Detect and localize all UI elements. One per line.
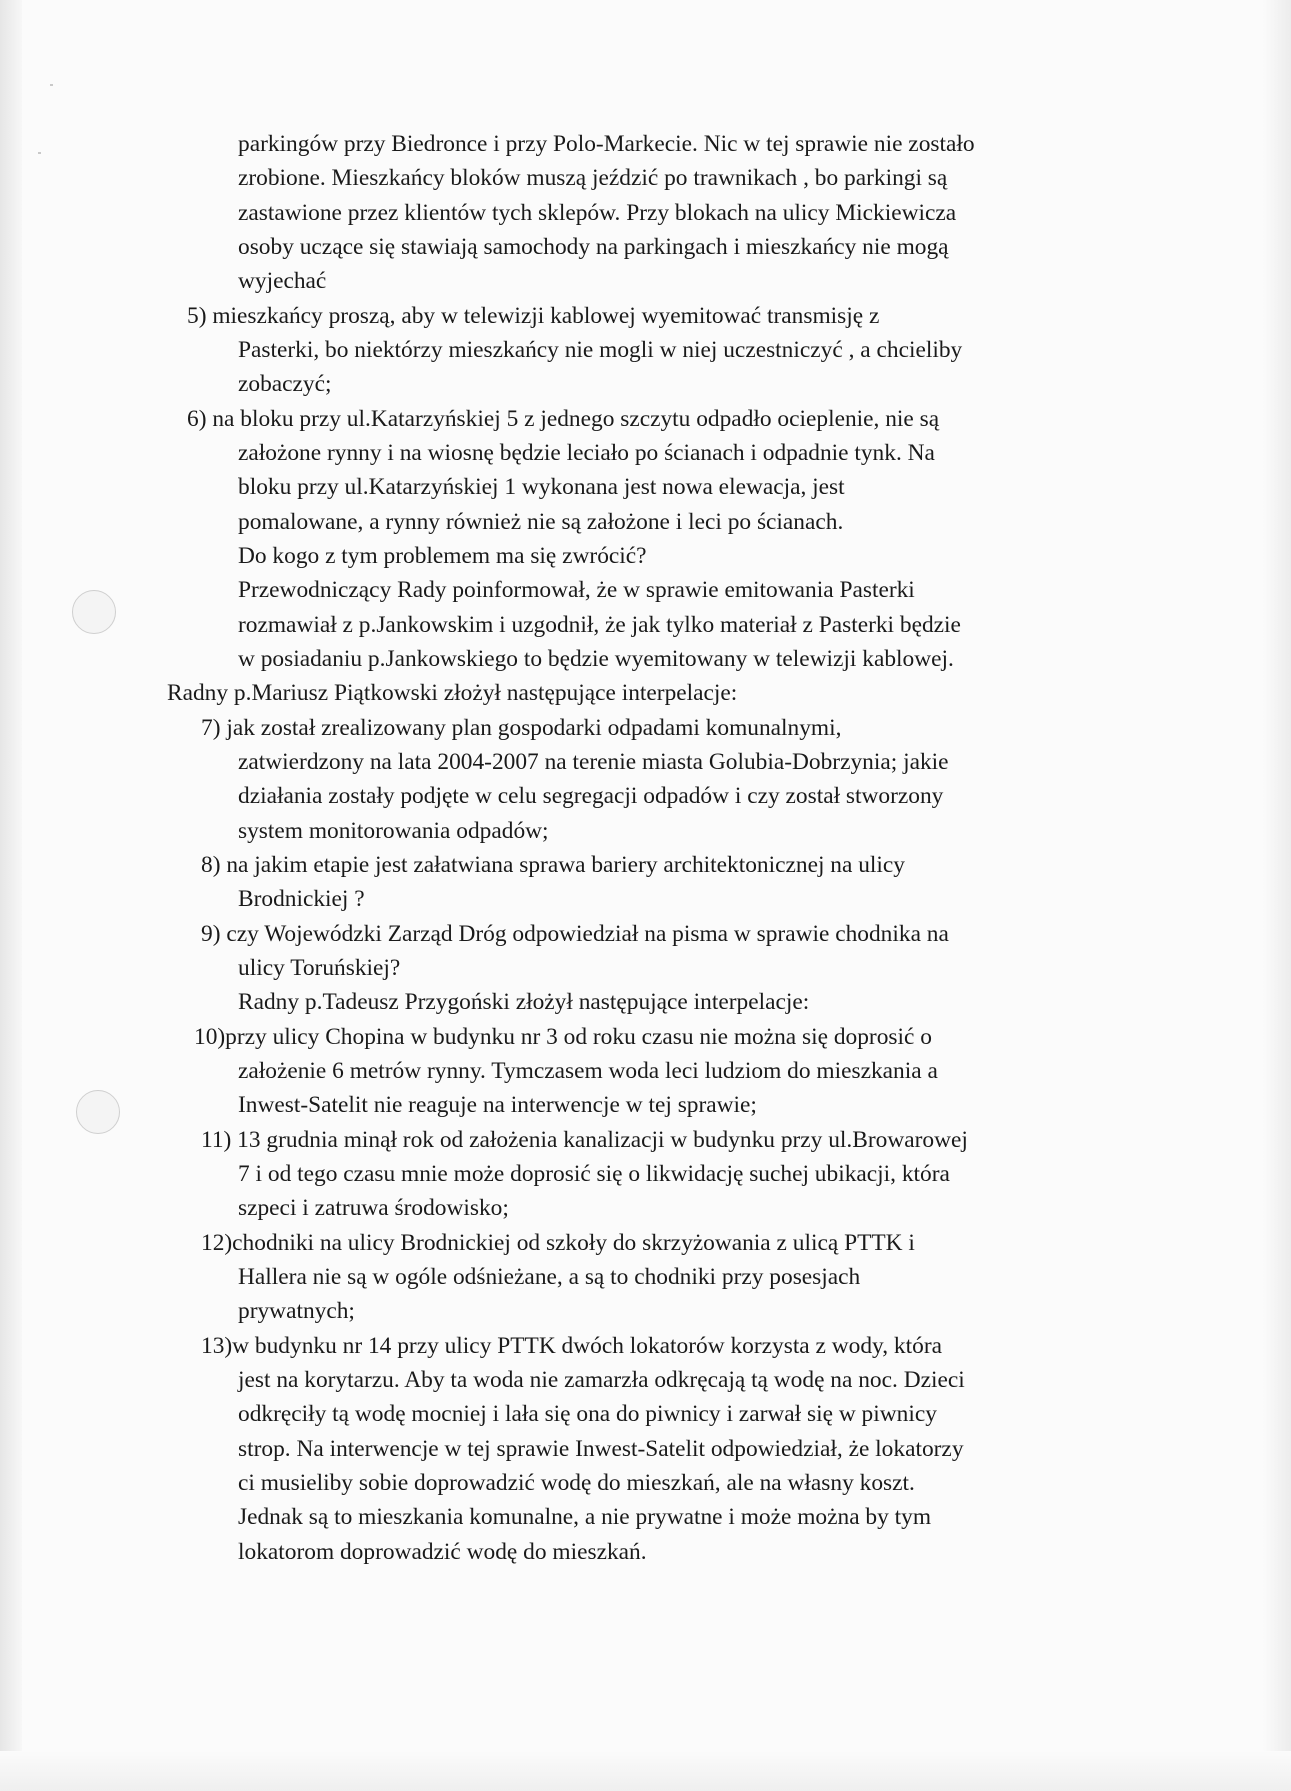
document-line: parkingów przy Biedronce i przy Polo-Markecie. Nic w tej sprawie nie zostało	[238, 131, 975, 157]
document-line: Pasterki, bo niektórzy mieszkańcy nie mogli w niej uczestniczyć , a chcieliby	[238, 337, 963, 363]
document-line: strop. Na interwencje w tej sprawie Inwest-Satelit odpowiedział, że lokatorzy	[238, 1436, 964, 1462]
document-line: 13)w budynku nr 14 przy ulicy PTTK dwóch lokatorów korzysta z wody, która	[201, 1333, 942, 1359]
document-line: 12)chodniki na ulicy Brodnickiej od szkoły do skrzyżowania z ulicą PTTK i	[201, 1230, 915, 1256]
document-line: ulicy Toruńskiej?	[238, 955, 401, 981]
document-line: osoby uczące się stawiają samochody na parkingach i mieszkańcy nie mogą	[238, 234, 949, 260]
document-line: zrobione. Mieszkańcy bloków muszą jeździć po trawnikach , bo parkingi są	[238, 165, 948, 191]
document-line: w posiadaniu p.Jankowskiego to będzie wyemitowany w telewizji kablowej.	[238, 646, 954, 672]
document-line: system monitorowania odpadów;	[238, 818, 549, 844]
document-line: lokatorom doprowadzić wodę do mieszkań.	[238, 1539, 647, 1565]
document-line: Brodnickiej ?	[238, 886, 365, 912]
document-line: odkręciły tą wodę mocniej i lała się ona do piwnicy i zarwał się w piwnicy	[238, 1401, 937, 1427]
document-line: założenie 6 metrów rynny. Tymczasem woda leci ludziom do mieszkania a	[238, 1058, 938, 1084]
document-line: Jednak są to mieszkania komunalne, a nie prywatne i może można by tym	[238, 1504, 932, 1530]
document-line: 7 i od tego czasu mnie może doprosić się o likwidację suchej ubikacji, która	[238, 1161, 950, 1187]
document-line: pomalowane, a rynny również nie są założone i leci po ścianach.	[238, 509, 844, 535]
punch-hole-bottom	[76, 1090, 120, 1134]
document-line: jest na korytarzu. Aby ta woda nie zamarzła odkręcają tą wodę na noc. Dzieci	[238, 1367, 965, 1393]
document-line: 6) na bloku przy ul.Katarzyńskiej 5 z jednego szczytu odpadło ocieplenie, nie są	[187, 406, 940, 432]
document-line: zobaczyć;	[238, 371, 332, 397]
document-line: Inwest-Satelit nie reaguje na interwencje w tej sprawie;	[238, 1092, 757, 1118]
document-line: Hallera nie są w ogóle odśnieżane, a są to chodniki przy posesjach	[238, 1264, 861, 1290]
document-line: 10)przy ulicy Chopina w budynku nr 3 od roku czasu nie można się doprosić o	[194, 1024, 932, 1050]
document-line: Do kogo z tym problemem ma się zwrócić?	[238, 543, 647, 569]
punch-hole-top	[72, 590, 116, 634]
document-line: prywatnych;	[238, 1298, 355, 1324]
document-line: Przewodniczący Rady poinformował, że w sprawie emitowania Pasterki	[238, 577, 915, 603]
scan-speck	[38, 152, 41, 154]
document-line: 8) na jakim etapie jest załatwiana sprawa bariery architektonicznej na ulicy	[201, 852, 905, 878]
scan-edge-bottom	[0, 1751, 1291, 1791]
document-line: szpeci i zatruwa środowisko;	[238, 1195, 509, 1221]
document-line: działania zostały podjęte w celu segregacji odpadów i czy został stworzony	[238, 783, 944, 809]
scan-edge-right	[1263, 0, 1291, 1791]
document-line: rozmawiał z p.Jankowskim i uzgodnił, że jak tylko materiał z Pasterki będzie	[238, 612, 961, 638]
document-line: zatwierdzony na lata 2004-2007 na terenie miasta Golubia-Dobrzynia; jakie	[238, 749, 949, 775]
document-line: założone rynny i na wiosnę będzie leciało po ścianach i odpadnie tynk. Na	[238, 440, 935, 466]
document-line: 9) czy Wojewódzki Zarząd Dróg odpowiedział na pisma w sprawie chodnika na	[201, 921, 949, 947]
document-line: Radny p.Mariusz Piątkowski złożył następujące interpelacje:	[167, 680, 738, 706]
document-line: 11) 13 grudnia minął rok od założenia kanalizacji w budynku przy ul.Browarowej	[201, 1127, 968, 1153]
document-line: wyjechać	[238, 268, 327, 294]
document-line: bloku przy ul.Katarzyńskiej 1 wykonana jest nowa elewacja, jest	[238, 474, 845, 500]
document-line: 5) mieszkańcy proszą, aby w telewizji kablowej wyemitować transmisję z	[187, 303, 880, 329]
document-line: zastawione przez klientów tych sklepów. Przy blokach na ulicy Mickiewicza	[238, 200, 957, 226]
document-line: Radny p.Tadeusz Przygoński złożył następujące interpelacje:	[238, 989, 810, 1015]
document-line: ci musieliby sobie doprowadzić wodę do mieszkań, ale na własny koszt.	[238, 1470, 915, 1496]
scan-speck	[50, 84, 53, 86]
scan-edge-left	[0, 0, 22, 1791]
document-line: 7) jak został zrealizowany plan gospodarki odpadami komunalnymi,	[201, 715, 842, 741]
